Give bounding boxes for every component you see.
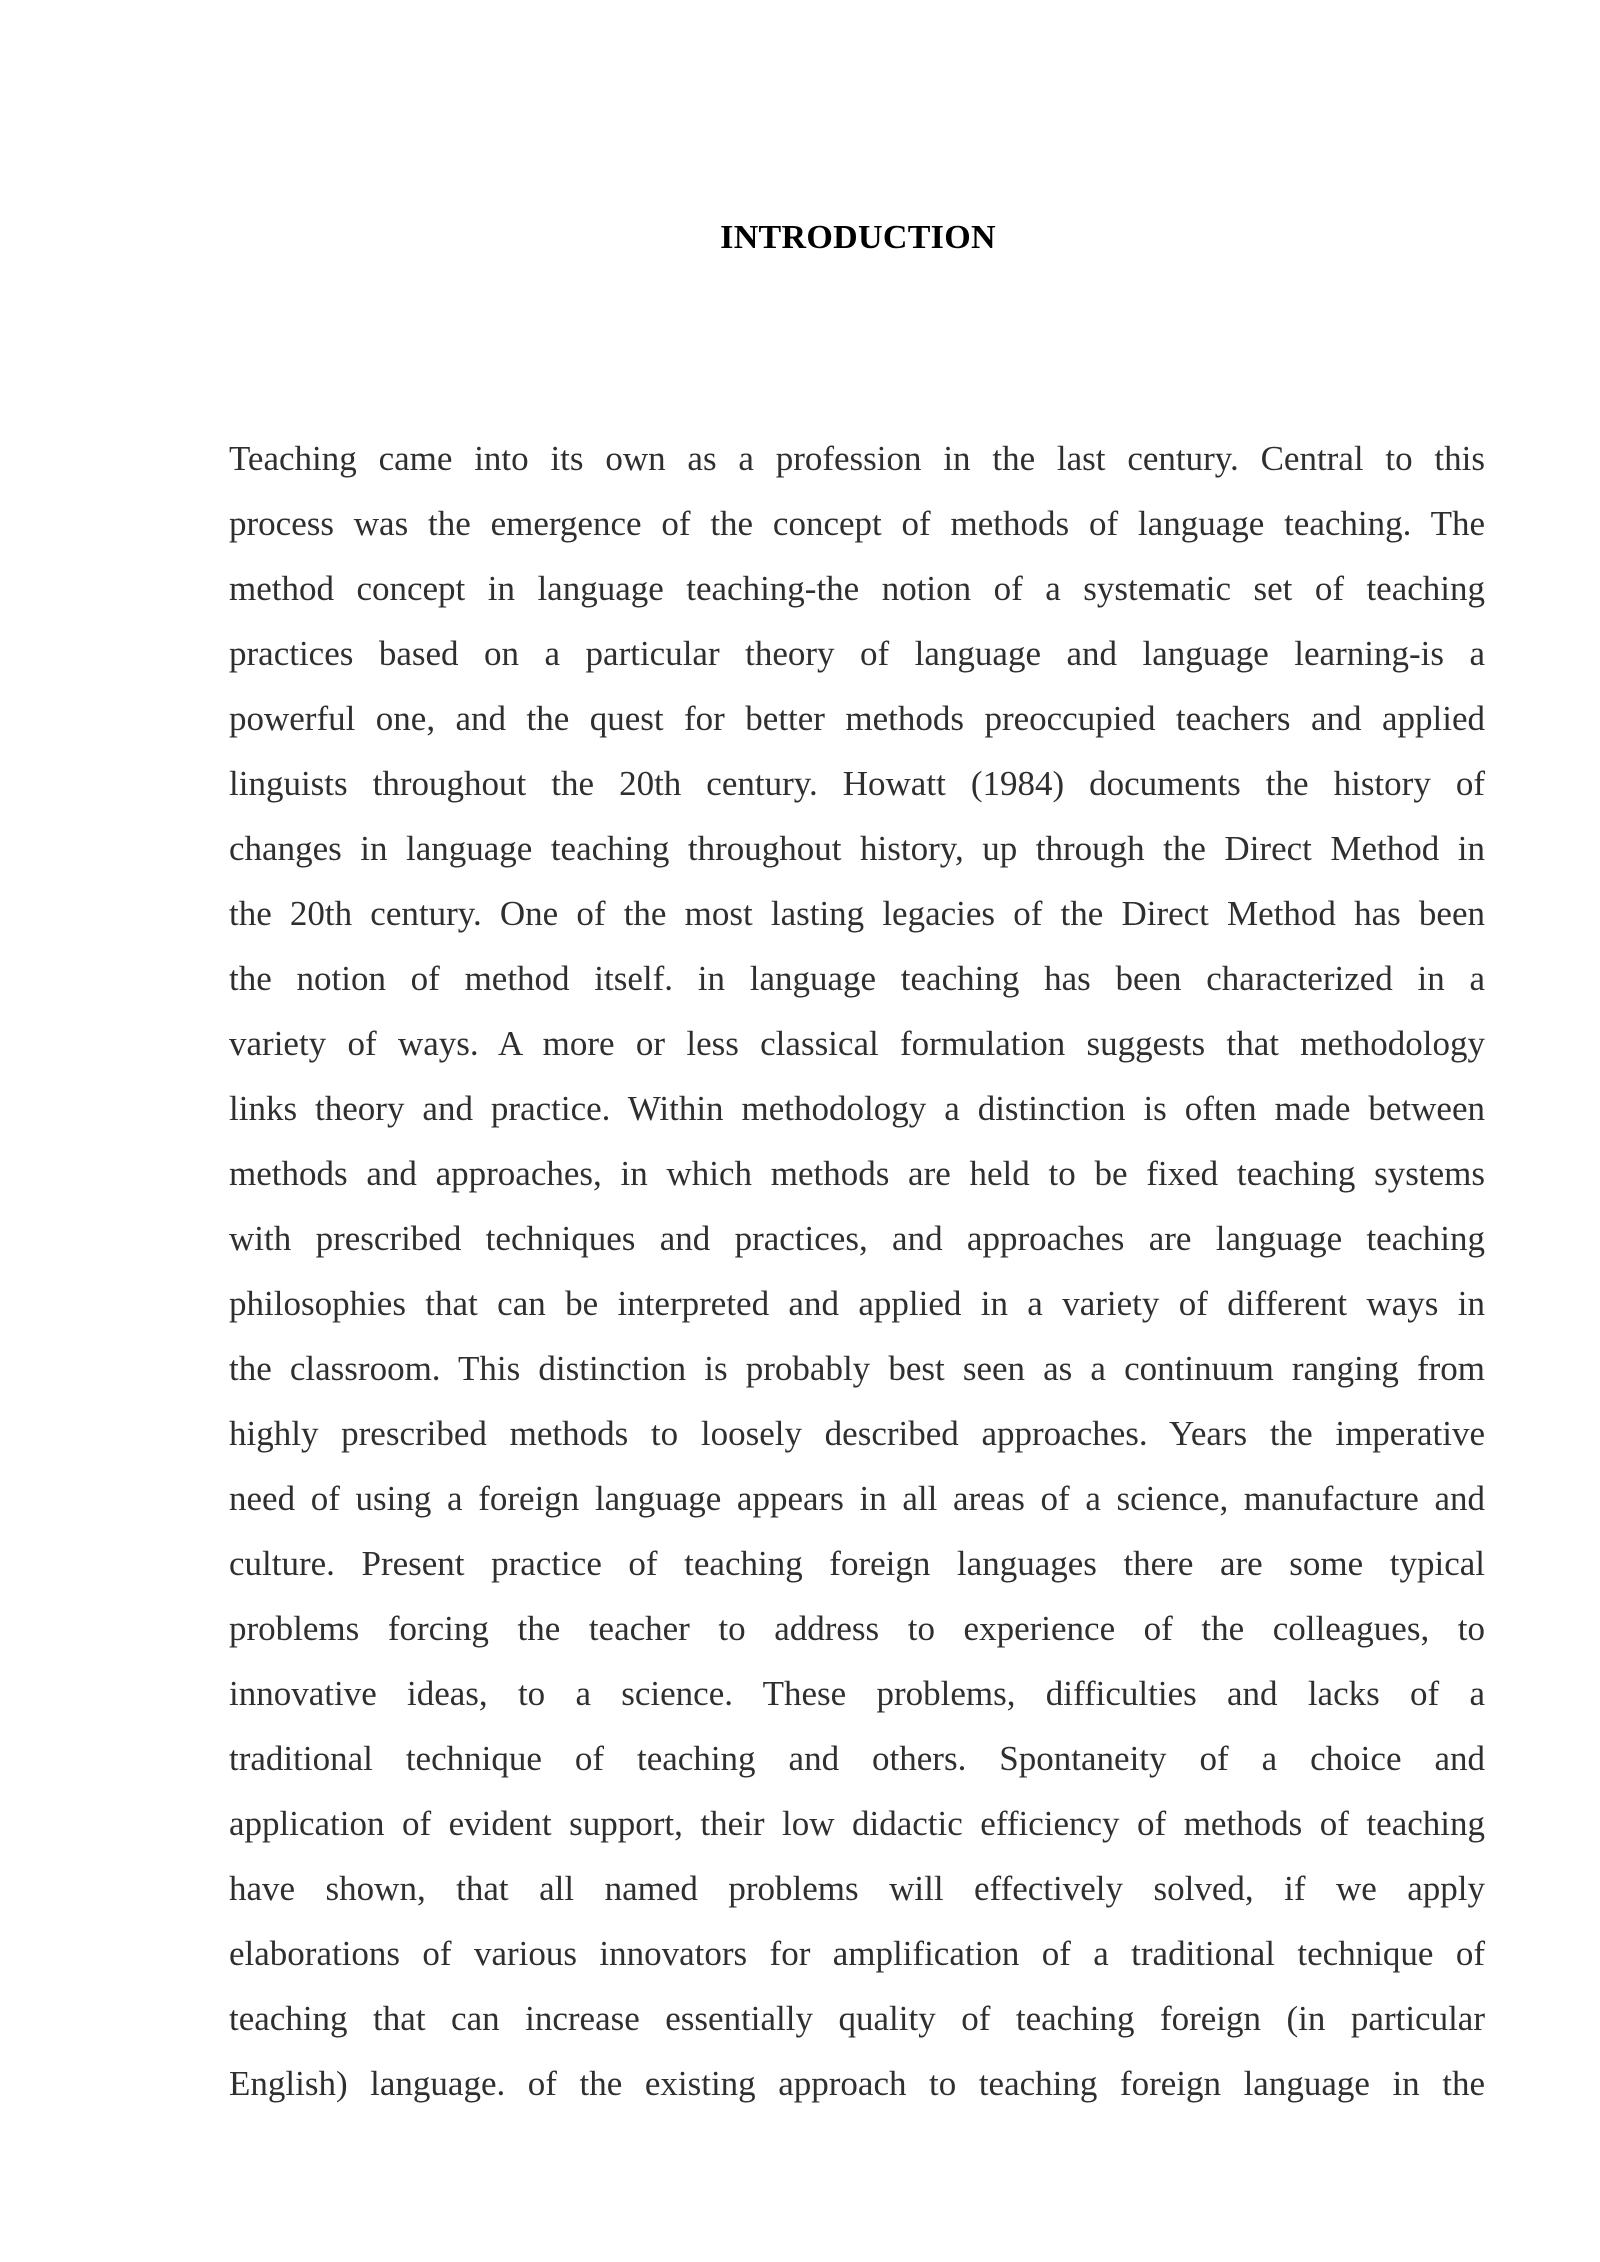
paragraph-line: with prescribed techniques and practices, and approaches are language teaching [229,1219,1485,1258]
page-title: INTRODUCTION [720,219,996,256]
paragraph-line: have shown, that all named problems will effectively solved, if we apply [229,1869,1485,1908]
paragraph-line: links theory and practice. Within methodology a distinction is often made between [229,1089,1485,1128]
paragraph-line: elaborations of various innovators for amplification of a traditional technique of [229,1934,1485,1973]
paragraph-line: philosophies that can be interpreted and applied in a variety of different ways in [229,1284,1485,1323]
paragraph-line: problems forcing the teacher to address to experience of the colleagues, to [229,1609,1485,1648]
paragraph-line: teaching that can increase essentially quality of teaching foreign (in particular [229,1999,1485,2038]
paragraph-line: method concept in language teaching-the notion of a systematic set of teaching [229,569,1485,608]
paragraph-line: methods and approaches, in which methods are held to be fixed teaching systems [229,1154,1485,1193]
paragraph-line: English) language. of the existing approach to teaching foreign language in the [229,2064,1485,2103]
paragraph-line: variety of ways. A more or less classical formulation suggests that methodology [229,1024,1485,1063]
paragraph-line: culture. Present practice of teaching foreign languages there are some typical [229,1544,1485,1583]
paragraph-line: Teaching came into its own as a profession in the last century. Central to this [229,439,1485,478]
paragraph-line: need of using a foreign language appears in all areas of a science, manufacture and [229,1479,1485,1518]
paragraph-line: changes in language teaching throughout history, up through the Direct Method in [229,829,1485,868]
paragraph-line: the 20th century. One of the most lasting legacies of the Direct Method has been [229,894,1485,933]
paragraph-line: the notion of method itself. in language teaching has been characterized in a [229,959,1485,998]
paragraph-line: traditional technique of teaching and others. Spontaneity of a choice and [229,1739,1485,1778]
paragraph-line: highly prescribed methods to loosely described approaches. Years the imperative [229,1414,1485,1453]
paragraph-line: the classroom. This distinction is probably best seen as a continuum ranging from [229,1349,1485,1388]
paragraph-line: innovative ideas, to a science. These problems, difficulties and lacks of a [229,1674,1485,1713]
paragraph-line: powerful one, and the quest for better methods preoccupied teachers and applied [229,699,1485,738]
paragraph-line: process was the emergence of the concept of methods of language teaching. The [229,504,1485,543]
paragraph-line: linguists throughout the 20th century. Howatt (1984) documents the history of [229,764,1485,803]
body-paragraph [229,436,1485,2126]
paragraph-line: application of evident support, their low didactic efficiency of methods of teaching [229,1804,1485,1843]
paragraph-line: practices based on a particular theory of language and language learning-is a [229,634,1485,673]
